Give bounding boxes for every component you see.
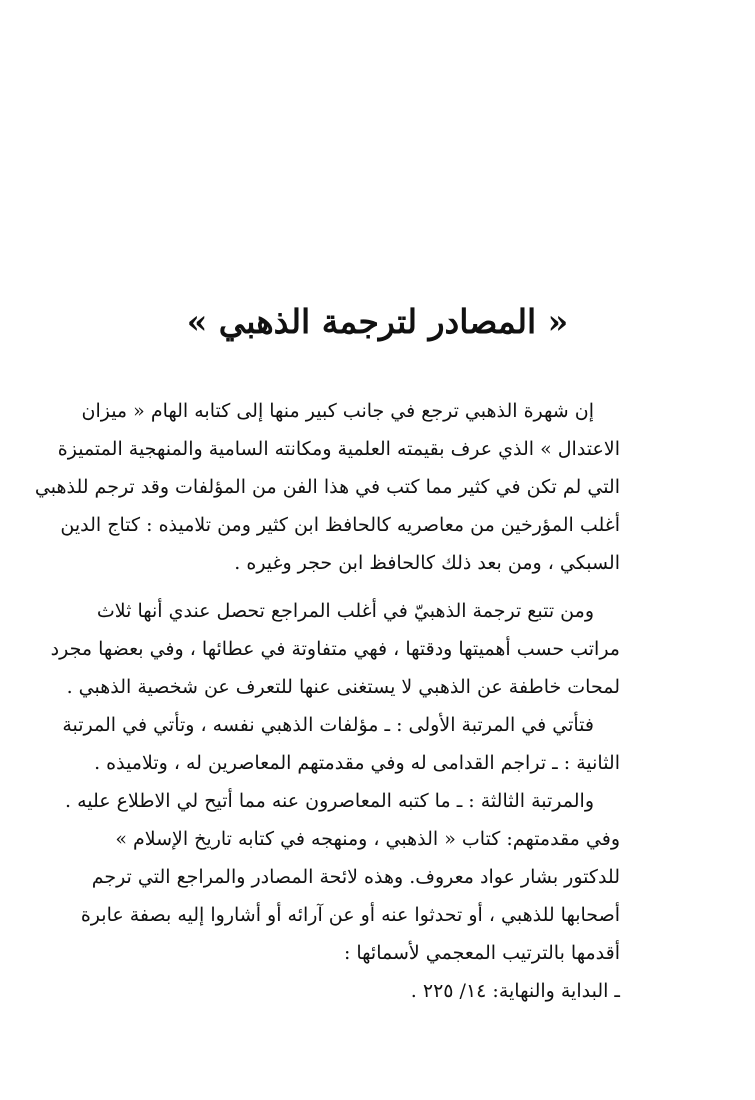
paragraph-third-rank <box>64 782 620 820</box>
text-line: الثانية : ـ تراجم القدامى له وفي مقدمتهم المعاصرين له ، وتلاميذه . <box>94 752 620 774</box>
text-line: لمحات خاطفة عن الذهبي لا يستغنى عنها للتعرف عن شخصية الذهبي . <box>66 676 620 698</box>
text-line: التي لم تكن في كثير مما كتب في هذا الفن من المؤلفات وقد ترجم للذهبي <box>34 476 620 498</box>
text-line: فتأتي في المرتبة الأولى : ـ مؤلفات الذهبي نفسه ، وتأتي في المرتبة <box>62 714 594 736</box>
text-line: إن شهرة الذهبي ترجع في جانب كبير منها إلى كتابه الهام « ميزان <box>81 400 594 422</box>
text-line: أغلب المؤرخين من معاصريه كالحافظ ابن كثير ومن تلاميذه : كتاج الدين <box>60 514 620 536</box>
text-line: وفي مقدمتهم: كتاب « الذهبي ، ومنهجه في كتابه تاريخ الإسلام » <box>115 828 620 850</box>
text-line: أقدمها بالترتيب المعجمي لأسمائها : <box>343 942 620 964</box>
text-line: ومن تتبع ترجمة الذهبيّ في أغلب المراجع تحصل عندي أنها ثلاث <box>96 600 594 622</box>
reference-list <box>130 972 620 1010</box>
text-line: السبكي ، ومن بعد ذلك كالحافظ ابن حجر وغيره . <box>234 552 620 574</box>
page-title: « المصادر لترجمة الذهبي » <box>186 302 569 341</box>
text-line: والمرتبة الثالثة : ـ ما كتبه المعاصرون عنه مما أتيح لي الاطلاع عليه . <box>64 790 594 812</box>
body-text <box>34 392 620 1010</box>
text-line: للدكتور بشار عواد معروف. وهذه لائحة المصادر والمراجع التي ترجم <box>91 866 620 888</box>
reference-item: ـ البداية والنهاية: ١٤/ ٢٢٥ . <box>410 980 620 1002</box>
text-line: مراتب حسب أهميتها ودقتها ، فهي متفاوتة في عطائها ، وفي بعضها مجرد <box>50 638 620 660</box>
text-line: أصحابها للذهبي ، أو تحدثوا عنه أو عن آرائه أو أشاروا إليه بصفة عابرة <box>80 904 620 926</box>
paragraph-sources-intro <box>80 820 620 972</box>
paragraph-intro <box>34 392 620 582</box>
paragraph-first-second-rank <box>62 706 620 782</box>
text-line: الاعتدال » الذي عرف بقيمته العلمية ومكانته السامية والمنهجية المتميزة <box>57 438 620 460</box>
paragraph-ranks <box>50 592 620 706</box>
